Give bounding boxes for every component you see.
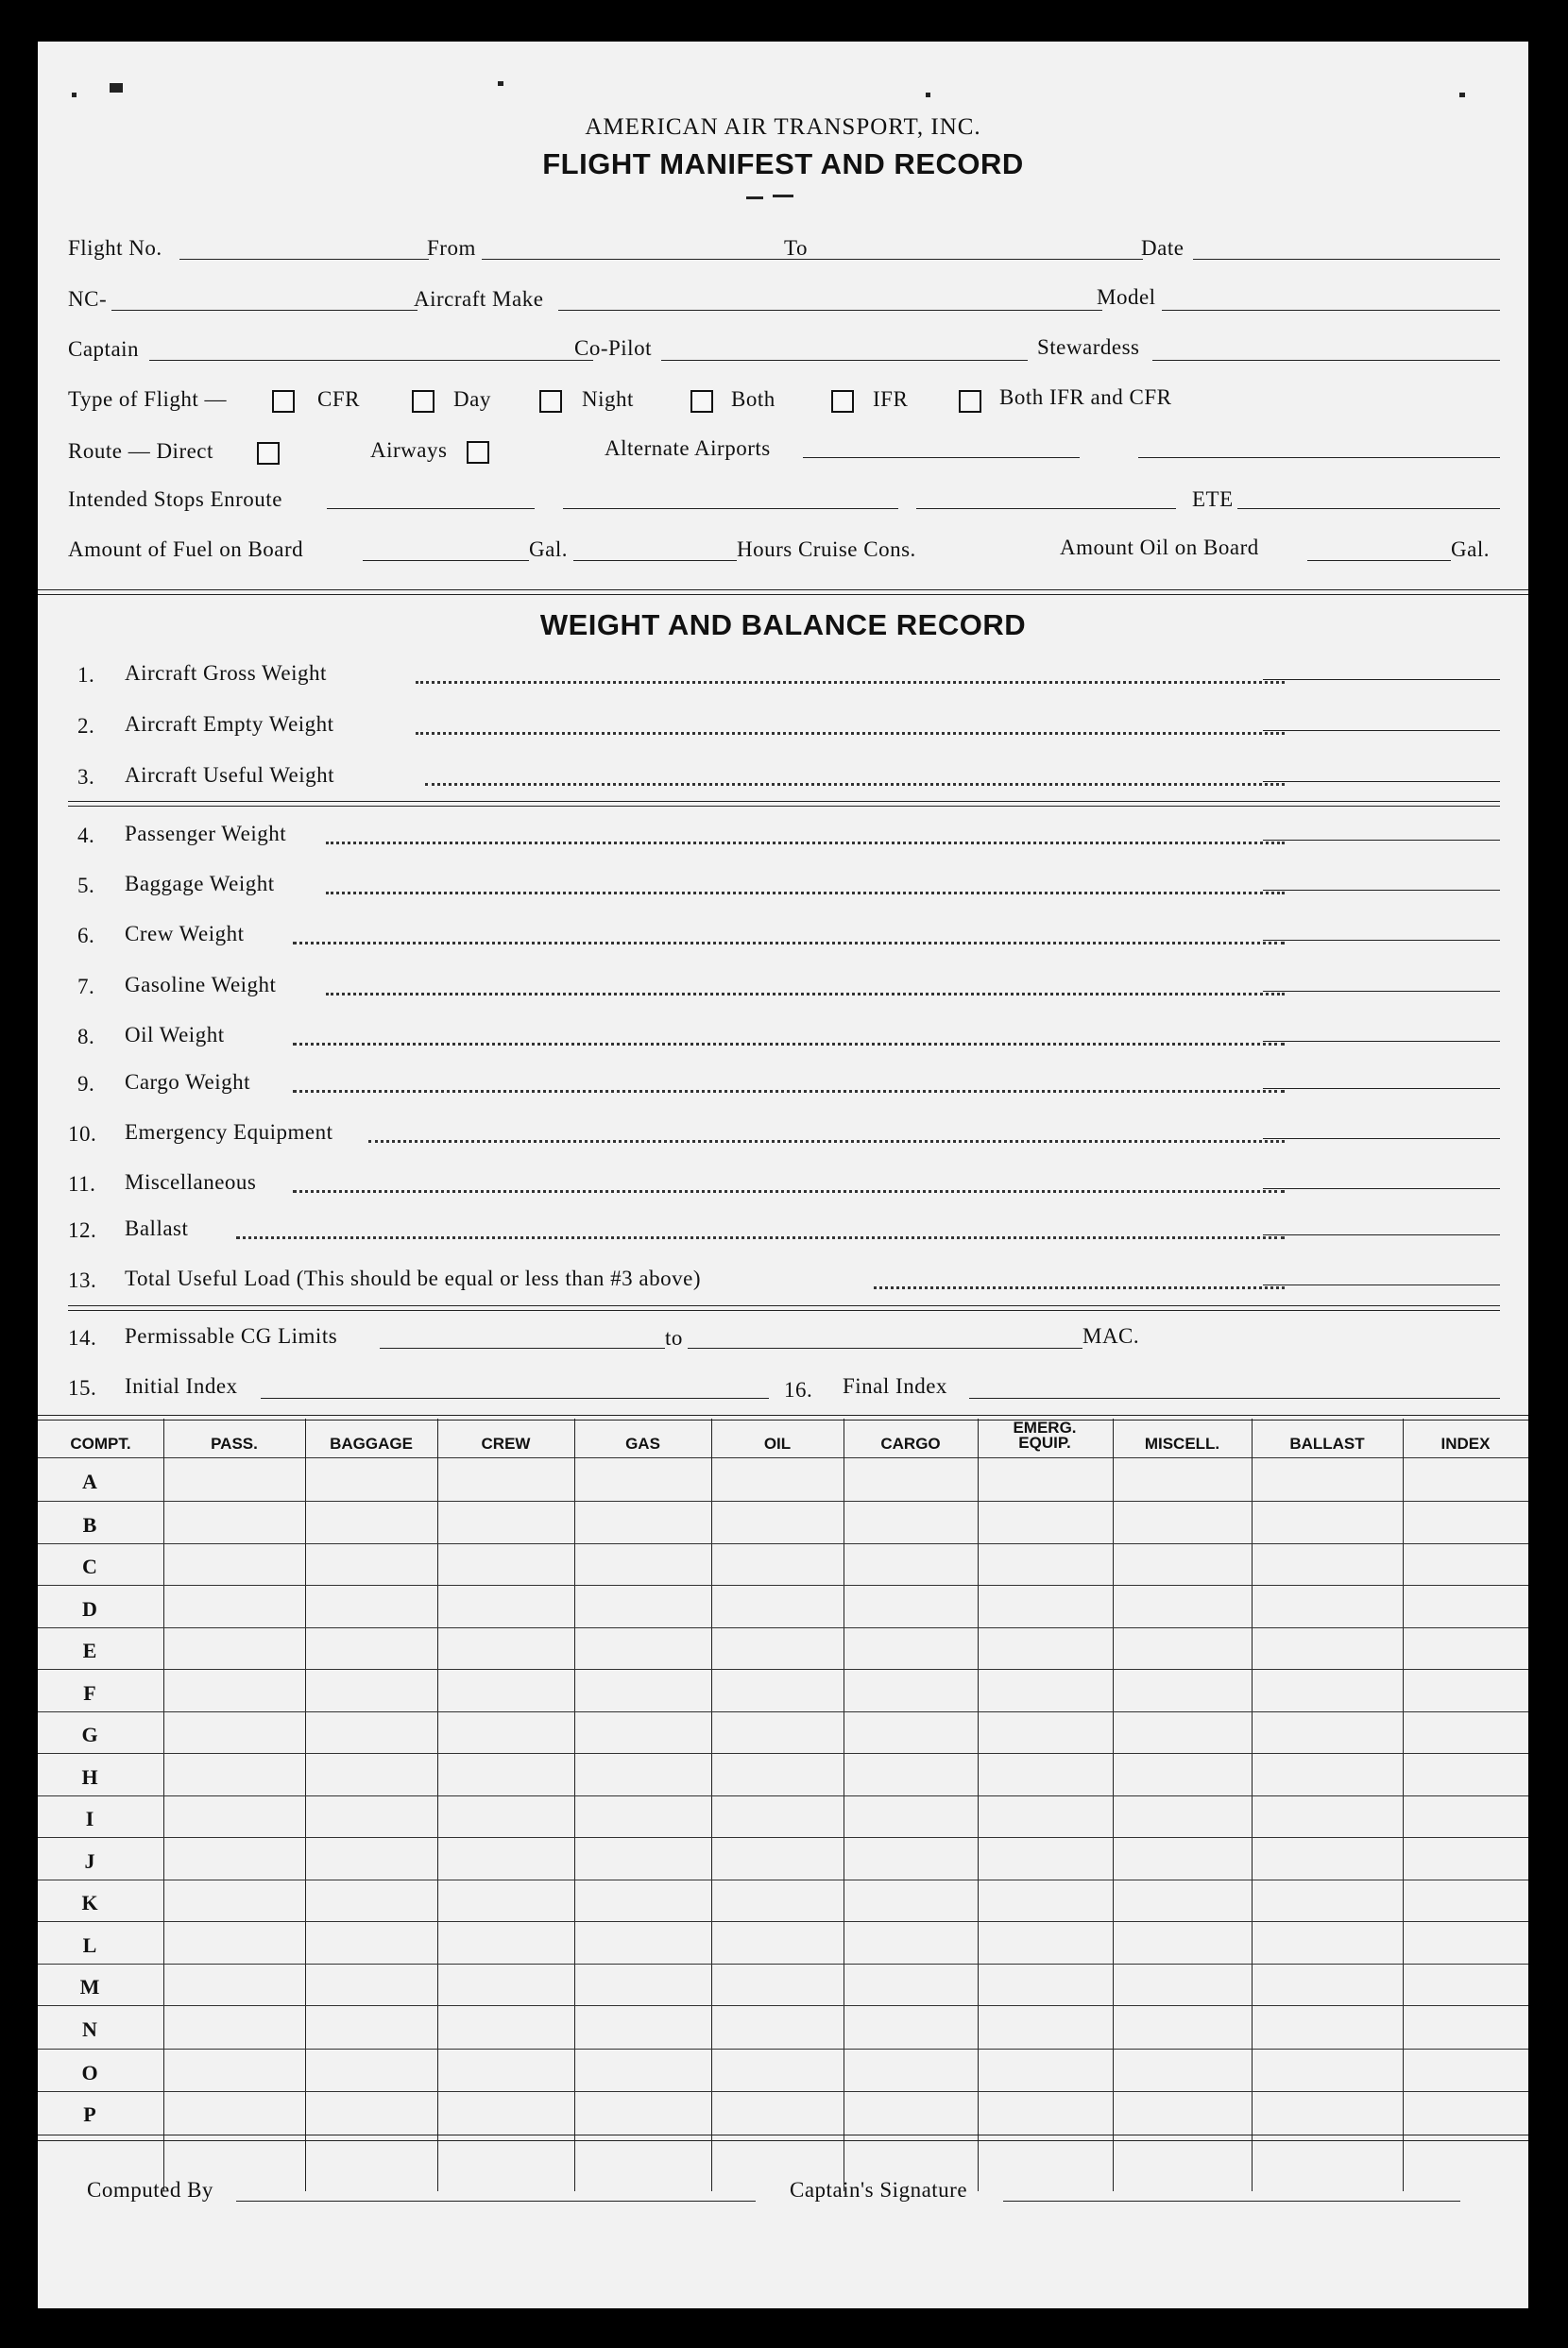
cargo-weight-field[interactable]	[1263, 1088, 1500, 1089]
item-number: 12.	[68, 1218, 97, 1242]
column-header-baggage: BAGGAGE	[330, 1435, 413, 1453]
column-header-ballast: BALLAST	[1289, 1435, 1365, 1453]
compartment-label: J	[84, 1849, 95, 1873]
cargo-weight-label: Cargo Weight	[125, 1070, 250, 1094]
column-divider	[305, 1419, 306, 2191]
leader-dots	[293, 942, 1285, 944]
item-number: 15.	[68, 1376, 97, 1400]
compartment-label: L	[82, 1933, 97, 1957]
row-divider	[38, 1543, 1528, 1544]
item-number: 4.	[77, 824, 95, 847]
stop-3-field[interactable]	[916, 508, 1176, 509]
passenger-weight-field[interactable]	[1263, 840, 1500, 841]
compartment-label: H	[81, 1765, 98, 1789]
empty-weight-label: Aircraft Empty Weight	[125, 712, 334, 736]
emergency-equipment-field[interactable]	[1263, 1138, 1500, 1139]
row-divider	[38, 2049, 1528, 2050]
gasoline-weight-label: Gasoline Weight	[125, 973, 277, 996]
manifest-form	[38, 42, 1528, 2308]
items-divider	[68, 1305, 1500, 1311]
oil-on-board-label: Amount Oil on Board	[1060, 536, 1259, 559]
oil-weight-label: Oil Weight	[125, 1023, 225, 1046]
baggage-weight-field[interactable]	[1263, 890, 1500, 891]
item-number: 2.	[77, 714, 95, 738]
captain-label: Captain	[68, 337, 140, 361]
compartment-label: C	[82, 1555, 97, 1578]
gross-weight-field[interactable]	[1263, 679, 1500, 680]
stop-1-field[interactable]	[327, 508, 535, 509]
item-number: 5.	[77, 874, 95, 897]
useful-weight-label: Aircraft Useful Weight	[125, 763, 335, 787]
cg-limit-to-field[interactable]	[688, 1348, 1082, 1349]
date-label: Date	[1141, 236, 1185, 260]
hours-cruise-label: Hours Cruise Cons.	[737, 537, 916, 561]
leader-dots	[368, 1140, 1285, 1143]
item-number: 14.	[68, 1326, 97, 1350]
column-divider	[1113, 1419, 1114, 2191]
initial-index-field[interactable]	[261, 1398, 769, 1399]
oil-gal-label: Gal.	[1451, 537, 1490, 561]
item-number: 8.	[77, 1025, 95, 1048]
row-divider	[38, 1585, 1528, 1586]
captain-field[interactable]	[149, 360, 593, 361]
ink-speck	[498, 81, 503, 86]
ink-speck	[72, 93, 77, 97]
gasoline-weight-field[interactable]	[1263, 991, 1500, 992]
oil-weight-field[interactable]	[1263, 1041, 1500, 1042]
cg-to-label: to	[665, 1326, 683, 1350]
column-header-compt: COMPT.	[70, 1435, 131, 1453]
item-number: 3.	[77, 765, 95, 789]
baggage-weight-label: Baggage Weight	[125, 872, 275, 895]
leader-dots	[326, 842, 1285, 844]
item-number: 10.	[68, 1122, 97, 1146]
row-divider	[38, 1711, 1528, 1712]
column-header-oil: OIL	[763, 1435, 792, 1453]
useful-weight-field[interactable]	[1263, 781, 1500, 782]
table-bottom-border	[38, 2135, 1528, 2141]
hours-field[interactable]	[573, 560, 737, 561]
miscellaneous-field[interactable]	[1263, 1188, 1500, 1189]
fuel-on-board-label: Amount of Fuel on Board	[68, 537, 304, 561]
row-divider	[38, 1964, 1528, 1965]
column-divider	[1252, 1419, 1253, 2191]
from-field[interactable]	[482, 259, 820, 260]
leader-dots	[293, 1090, 1285, 1093]
crew-weight-field[interactable]	[1263, 940, 1500, 941]
ballast-field[interactable]	[1263, 1234, 1500, 1235]
ifr-checkbox[interactable]	[831, 390, 854, 413]
row-divider	[38, 1753, 1528, 1754]
compartment-label: P	[83, 2102, 96, 2126]
leader-dots	[293, 1190, 1285, 1193]
compartment-label: I	[85, 1807, 94, 1830]
row-divider	[38, 2091, 1528, 2092]
leader-dots	[416, 681, 1285, 684]
final-index-field[interactable]	[969, 1398, 1500, 1399]
column-divider	[437, 1419, 438, 2191]
alternate-airport-1-field[interactable]	[803, 457, 1080, 458]
passenger-weight-label: Passenger Weight	[125, 822, 287, 845]
stewardess-label: Stewardess	[1037, 335, 1140, 359]
ink-speck	[926, 93, 930, 97]
leader-dots	[425, 783, 1285, 786]
day-label: Day	[453, 387, 491, 411]
model-field[interactable]	[1162, 310, 1500, 311]
weight-balance-title: WEIGHT AND BALANCE RECORD	[539, 608, 1027, 641]
oil-on-board-field[interactable]	[1307, 560, 1451, 561]
crew-weight-label: Crew Weight	[125, 922, 245, 945]
compartment-label: A	[82, 1470, 97, 1493]
nc-field[interactable]	[111, 310, 418, 311]
item-number: 16.	[784, 1378, 813, 1402]
flight-no-label: Flight No.	[68, 236, 162, 260]
date-field[interactable]	[1193, 259, 1500, 260]
cg-limits-label: Permissable CG Limits	[125, 1324, 338, 1348]
route-label: Route — Direct	[68, 439, 213, 463]
leader-dots	[293, 1043, 1285, 1046]
both-ifr-cfr-checkbox[interactable]	[959, 390, 981, 413]
stewardess-field[interactable]	[1152, 360, 1500, 361]
column-header-miscell: MISCELL.	[1144, 1435, 1220, 1453]
row-divider	[38, 1921, 1528, 1922]
ink-speck	[746, 196, 763, 199]
row-divider	[38, 1795, 1528, 1796]
item-number: 7.	[77, 975, 95, 998]
compartment-label: E	[82, 1639, 97, 1662]
emergency-equipment-label: Emergency Equipment	[125, 1120, 333, 1144]
compartment-label: D	[82, 1597, 97, 1621]
ete-label: ETE	[1192, 487, 1234, 511]
both-ifr-cfr-label: Both IFR and CFR	[999, 385, 1172, 409]
captains-signature-label: Captain's Signature	[790, 2178, 968, 2202]
computed-by-field[interactable]	[236, 2201, 756, 2202]
compartment-label: N	[82, 2017, 97, 2041]
night-label: Night	[582, 387, 634, 411]
column-divider	[978, 1419, 979, 2191]
column-divider	[1403, 1419, 1404, 2191]
section-divider	[38, 589, 1528, 595]
computed-by-label: Computed By	[87, 2178, 213, 2202]
ifr-label: IFR	[873, 387, 909, 411]
flight-no-field[interactable]	[179, 259, 429, 260]
item-number: 11.	[68, 1172, 96, 1196]
co-pilot-label: Co-Pilot	[574, 336, 652, 360]
table-header-border	[38, 1457, 1528, 1458]
type-of-flight-label: Type of Flight —	[68, 387, 228, 411]
both-checkbox[interactable]	[690, 390, 713, 413]
from-label: From	[427, 236, 476, 260]
leader-dots	[236, 1236, 1285, 1239]
row-divider	[38, 1837, 1528, 1838]
alternate-airports-label: Alternate Airports	[605, 436, 771, 460]
aircraft-make-field[interactable]	[558, 310, 1102, 311]
leader-dots	[874, 1286, 1285, 1289]
ink-speck	[1459, 93, 1465, 97]
stop-2-field[interactable]	[563, 508, 898, 509]
fuel-gal-label: Gal.	[529, 537, 568, 561]
both-label: Both	[731, 387, 775, 411]
item-number: 13.	[68, 1268, 97, 1292]
column-divider	[163, 1419, 164, 2191]
night-checkbox[interactable]	[539, 390, 562, 413]
table-top-border	[38, 1415, 1528, 1421]
empty-weight-field[interactable]	[1263, 730, 1500, 731]
compartment-label: F	[83, 1681, 96, 1705]
column-header-pass: PASS.	[211, 1435, 258, 1453]
aircraft-make-label: Aircraft Make	[414, 287, 544, 311]
airways-checkbox[interactable]	[467, 441, 489, 464]
row-divider	[38, 1627, 1528, 1628]
ink-speck	[110, 83, 123, 93]
company-name: AMERICAN AIR TRANSPORT, INC.	[585, 114, 981, 140]
airways-label: Airways	[370, 438, 448, 462]
mac-label: MAC.	[1082, 1324, 1140, 1348]
to-field[interactable]	[812, 259, 1143, 260]
column-header-gas: GAS	[625, 1435, 660, 1453]
route-direct-checkbox[interactable]	[257, 442, 280, 465]
co-pilot-field[interactable]	[661, 360, 1028, 361]
compartment-label: G	[81, 1723, 98, 1746]
gross-weight-label: Aircraft Gross Weight	[125, 661, 327, 685]
intended-stops-label: Intended Stops Enroute	[68, 487, 282, 511]
row-divider	[38, 1669, 1528, 1670]
day-checkbox[interactable]	[412, 390, 435, 413]
ink-speck	[773, 195, 793, 197]
ballast-label: Ballast	[125, 1217, 189, 1240]
alternate-airport-2-field[interactable]	[1138, 457, 1500, 458]
leader-dots	[416, 732, 1285, 735]
cg-limit-from-field[interactable]	[380, 1348, 665, 1349]
column-divider	[711, 1419, 712, 2191]
miscellaneous-label: Miscellaneous	[125, 1170, 257, 1194]
row-divider	[38, 1501, 1528, 1502]
cfr-label: CFR	[317, 387, 360, 411]
column-divider	[574, 1419, 575, 2191]
column-header-crew: CREW	[481, 1435, 531, 1453]
column-header-emerg-equip: EMERG. EQUIP.	[1013, 1419, 1077, 1452]
item-number: 9.	[77, 1072, 95, 1096]
to-label: To	[784, 236, 808, 260]
compartment-label: O	[81, 2061, 98, 2084]
total-useful-load-label: Total Useful Load (This should be equal or less than #3 above)	[125, 1267, 701, 1290]
cfr-checkbox[interactable]	[272, 390, 295, 413]
row-divider	[38, 2005, 1528, 2006]
column-header-cargo: CARGO	[880, 1435, 941, 1453]
compartment-label: K	[81, 1891, 98, 1914]
compartment-label: B	[82, 1513, 97, 1537]
leader-dots	[326, 892, 1285, 894]
column-header-index: INDEX	[1440, 1435, 1491, 1453]
model-label: Model	[1097, 285, 1156, 309]
compartment-label: M	[79, 1975, 100, 1999]
nc-label: NC-	[68, 287, 108, 311]
item-number: 1.	[77, 663, 95, 687]
leader-dots	[326, 993, 1285, 995]
captains-signature-field[interactable]	[1003, 2201, 1460, 2202]
item-number: 6.	[77, 924, 95, 947]
final-index-label: Final Index	[843, 1374, 947, 1398]
form-title: FLIGHT MANIFEST AND RECORD	[542, 147, 1024, 180]
ete-field[interactable]	[1237, 508, 1500, 509]
fuel-on-board-field[interactable]	[363, 560, 529, 561]
initial-index-label: Initial Index	[125, 1374, 238, 1398]
items-divider	[68, 801, 1500, 807]
